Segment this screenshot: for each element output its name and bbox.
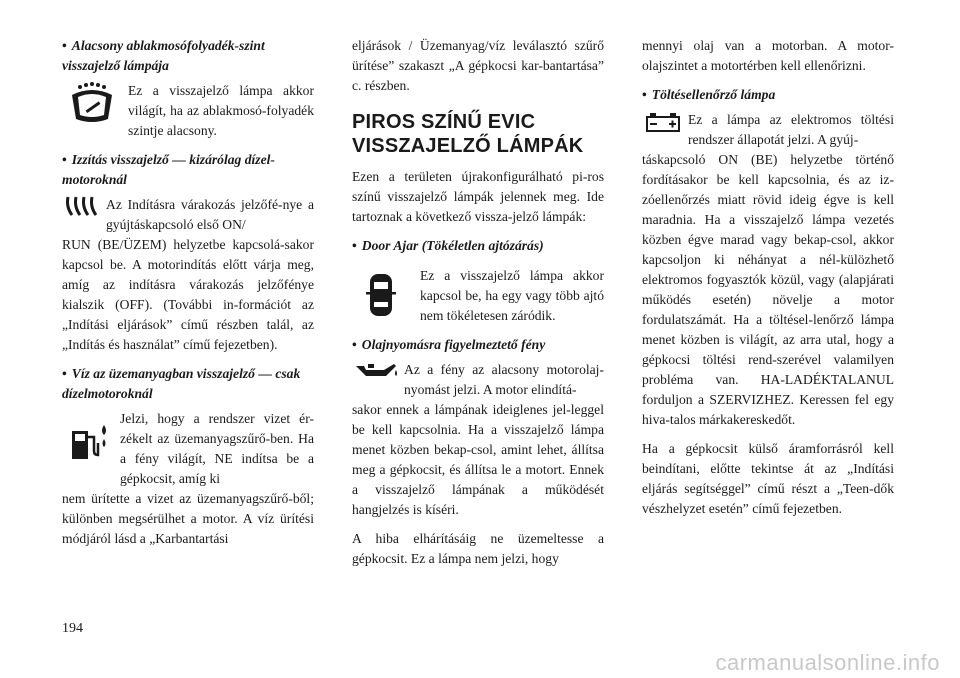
oil-pressure-text-2: A hiba elhárításáig ne üzemeltesse a gépkocsit. Ez a lámpa nem jelzi, hogy: [352, 531, 604, 566]
oil-pressure-text-rest: sakor ennek a lámpának ideiglenes jel-leggel be kell kapcsolnia. Ha a visszajelző lámpa menet közben bekap-csol, amint lehet, állítsa meg a gépkocsit, és állítsa le a motort. Ennek a visszajelző lámpának a működését hangjelzés is kíséri.: [352, 402, 604, 517]
water-in-fuel-heading: • Víz az üzemanyagban visszajelző — csak dízelmotoroknál: [62, 366, 301, 401]
door-ajar-heading: • Door Ajar (Tökéletlen ajtózárás): [352, 238, 544, 253]
glow-plug-text-rest: RUN (BE/ÜZEM) helyzetbe kapcsolá-sakor kapcsol be. A motorindítás előtt várja meg, amíg az indításra várakozás jelzőfénye kialszik (OFF). (További in-formációt az „Indítási eljárások” című részben talál, az „Indítás és használat” című fejezetben).: [62, 237, 314, 352]
charge-heading: • Töltésellenőrző lámpa: [642, 87, 776, 102]
water-in-fuel-text-first: Jelzi, hogy a rendszer vizet ér-zékelt az üzemanyagszűrő-ben. Ha a fény világít, NE indítsa be a gépkocsit, amíg ki: [120, 411, 314, 486]
watermark: carmanualsonline.info: [715, 650, 940, 675]
washer-fluid-heading: • Alacsony ablakmosófolyadék-szint visszajelző lámpája: [62, 38, 265, 73]
column-3: [642, 36, 894, 519]
jump-start-text: Ha a gépkocsit külső áramforrásról kell beindítani, előtte tekintse át az „Indítási eljárás segítséggel” című részt a „Teen-dők vészhelyzet esetén” című fejezetben.: [642, 441, 894, 516]
water-in-fuel-text-rest: nem ürítette a vizet az üzemanyagszűrő-ből; különben megsérülhet a motor. A víz ürítési módjáról lásd a „Karbantartási: [62, 491, 314, 546]
glow-plug-heading: • Izzítás visszajelző — kizárólag dízel-motoroknál: [62, 152, 275, 187]
oil-pressure-icon: [354, 360, 398, 382]
oil-pressure-text-first: Az a fény az alacsony motorolaj-nyomást jelzi. A motor elindítá-: [404, 362, 604, 397]
charge-text-rest: táskapcsoló ON (BE) helyzetbe történő fordításakor be kell kapcsolnia, és az iz-zóellenőrzés miatt rövid ideig égve is kell maradnia. Ha a visszajelző lámpa vezetés közben égve marad vagy bekap-csol, akkor kapcsoljon ki néhányat a nél-külözhető elektromos fogyasztók közül, vagy (alapjárati működés esetén) növelje a motor fordulatszámát. Ha a töltésel-lenőrző lámpa menet közben is világít, az arra utal, hogy a gépkocsi töltési rend-szerével valamilyen probléma van. HA-LADÉKTALANUL forduljon a SZERVIZHEZ. Keressen fel egy hiva-talos márkakereskedőt.: [642, 152, 894, 427]
water-in-fuel-icon: [70, 423, 110, 463]
washer-fluid-text: Ez a visszajelző lámpa akkor világít, ha az ablakmosó-folyadék szintje alacsony.: [128, 83, 314, 138]
door-ajar-icon: [366, 272, 396, 318]
column-2: [352, 36, 604, 569]
washer-fluid-icon: [68, 81, 116, 125]
col3-continuation: mennyi olaj van a motorban. A motor-olajszintet a motortérben kell ellenőrizni.: [642, 38, 894, 73]
battery-icon: [644, 112, 682, 134]
section-intro: Ezen a területen újrakonfigurálható pi-ros színű visszajelző lámpák jelennek meg. Ide tartoznak a következő vissza-jelző lámpák:: [352, 169, 604, 224]
glow-plug-icon: [64, 195, 100, 217]
charge-text-first: Ez a lámpa az elektromos töltési rendszer állapotát jelzi. A gyúj-: [688, 112, 894, 147]
glow-plug-text-first: Az Indításra várakozás jelzőfé-nye a gyújtáskapcsoló első ON/: [106, 197, 314, 232]
oil-pressure-heading: • Olajnyomásra figyelmeztető fény: [352, 337, 546, 352]
door-ajar-text: Ez a visszajelző lámpa akkor kapcsol be, ha egy vagy több ajtó nem tökéletesen záródik.: [420, 268, 604, 323]
col2-continuation: eljárások / Üzemanyag/víz leválasztó szűrő ürítése” szakaszt „A gépkocsi kar-bantartása” c. részben.: [352, 38, 604, 93]
page-number: 194: [62, 621, 83, 636]
column-1: [62, 36, 314, 549]
section-title: PIROS SZÍNŰ EVIC VISSZAJELZŐ LÁMPÁK: [352, 111, 584, 157]
